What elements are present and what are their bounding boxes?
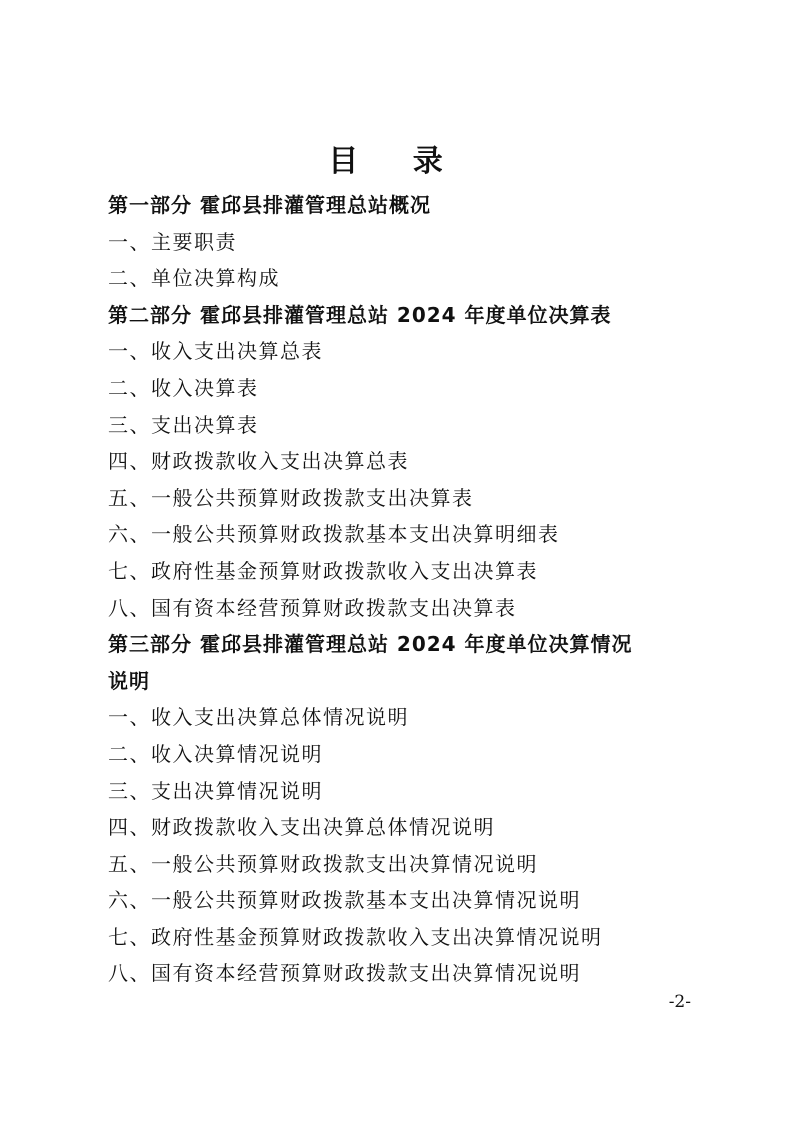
toc-item[interactable]: 四、财政拨款收入支出决算总表 bbox=[108, 449, 409, 474]
toc-part-heading[interactable]: 第三部分 霍邱县排灌管理总站 2024 年度单位决算情况 bbox=[108, 632, 633, 657]
toc-item[interactable]: 二、收入决算表 bbox=[108, 375, 259, 400]
toc-item[interactable]: 四、财政拨款收入支出决算总体情况说明 bbox=[108, 815, 495, 840]
toc-item[interactable]: 八、国有资本经营预算财政拨款支出决算表 bbox=[108, 595, 517, 620]
toc-item[interactable]: 一、收入支出决算总表 bbox=[108, 339, 323, 364]
toc-part-heading[interactable]: 第二部分 霍邱县排灌管理总站 2024 年度单位决算表 bbox=[108, 302, 612, 327]
toc-item[interactable]: 二、收入决算情况说明 bbox=[108, 741, 323, 766]
table-of-contents bbox=[108, 187, 708, 992]
page-number: -2- bbox=[668, 992, 691, 1012]
toc-part-heading[interactable]: 第一部分 霍邱县排灌管理总站概况 bbox=[108, 193, 431, 217]
toc-item[interactable]: 八、国有资本经营预算财政拨款支出决算情况说明 bbox=[108, 961, 581, 986]
toc-item[interactable]: 七、政府性基金预算财政拨款收入支出决算情况说明 bbox=[108, 924, 603, 949]
toc-item[interactable]: 二、单位决算构成 bbox=[108, 266, 280, 291]
toc-item[interactable]: 七、政府性基金预算财政拨款收入支出决算表 bbox=[108, 558, 538, 583]
toc-item[interactable]: 六、一般公共预算财政拨款基本支出决算情况说明 bbox=[108, 888, 581, 913]
page-title: 目 录 bbox=[328, 144, 465, 179]
toc-item[interactable]: 一、收入支出决算总体情况说明 bbox=[108, 705, 409, 730]
toc-item[interactable]: 三、支出决算情况说明 bbox=[108, 778, 323, 803]
toc-item[interactable]: 六、一般公共预算财政拨款基本支出决算明细表 bbox=[108, 522, 560, 547]
toc-item[interactable]: 五、一般公共预算财政拨款支出决算表 bbox=[108, 485, 474, 510]
toc-item[interactable]: 三、支出决算表 bbox=[108, 412, 259, 437]
toc-part-heading-continuation[interactable]: 说明 bbox=[108, 668, 150, 693]
toc-item[interactable]: 一、主要职责 bbox=[108, 229, 237, 254]
toc-item[interactable]: 五、一般公共预算财政拨款支出决算情况说明 bbox=[108, 851, 538, 876]
